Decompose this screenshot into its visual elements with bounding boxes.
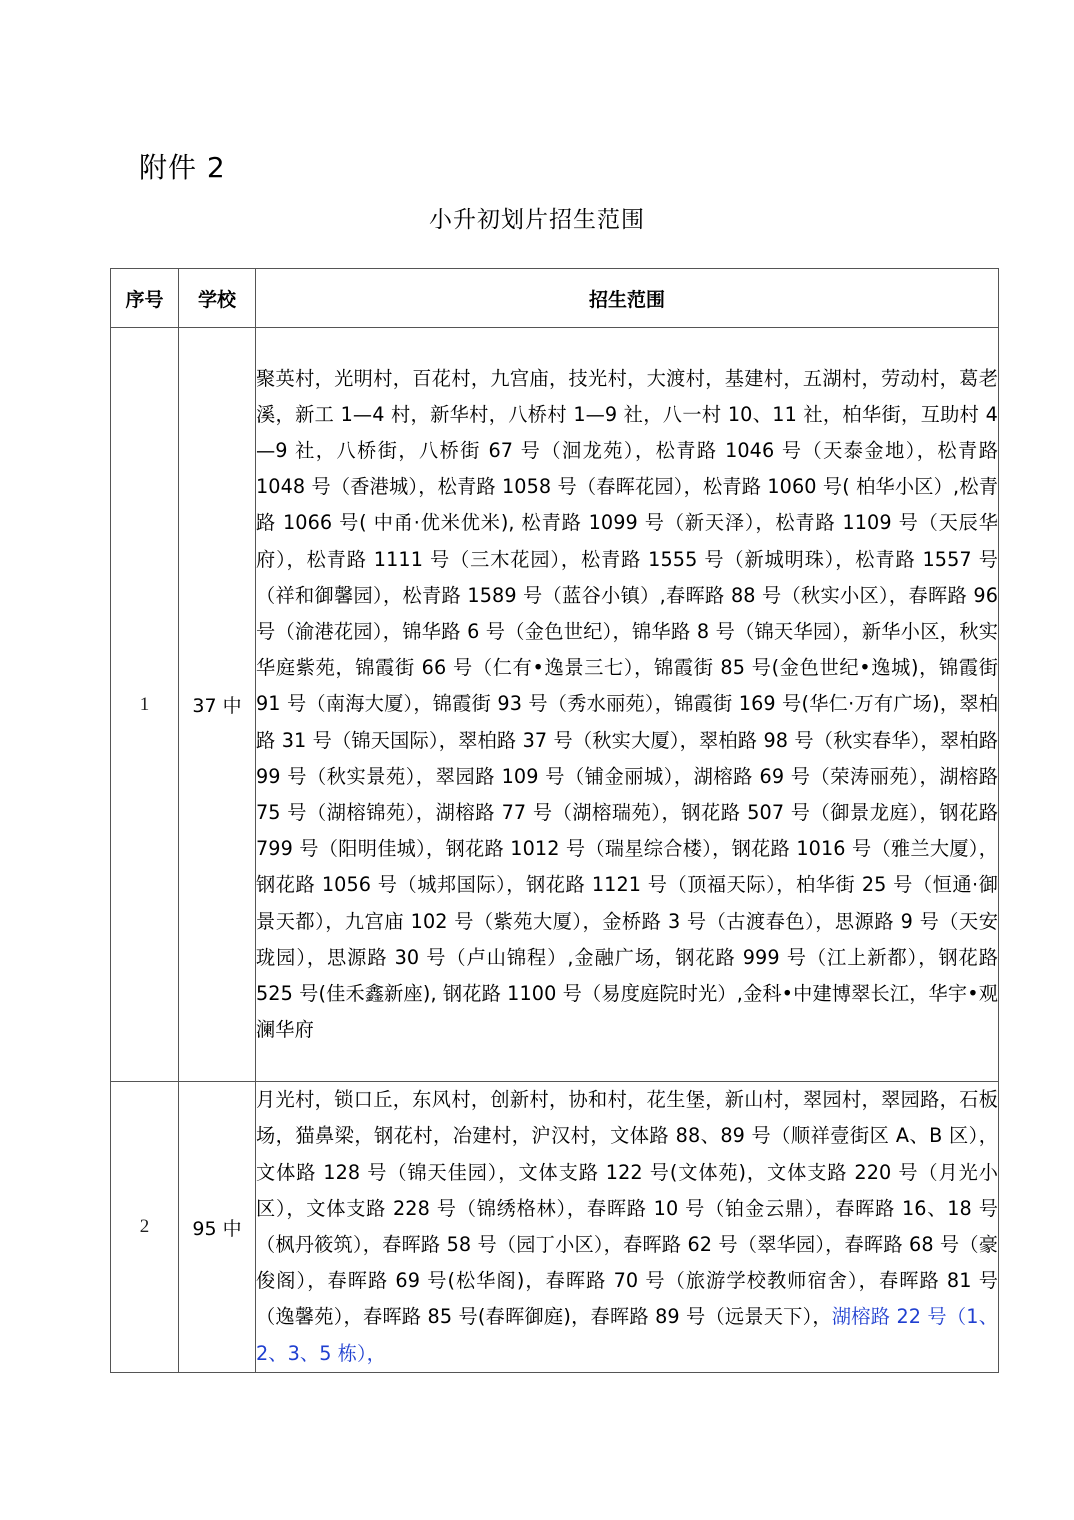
row-school: 95 中: [179, 1082, 256, 1373]
row-scope-paragraph: [256, 1082, 998, 1372]
row-index: 1: [111, 328, 179, 1082]
header-school: 学校: [179, 269, 256, 328]
row-school: 37 中: [179, 328, 256, 1082]
row-scope-text: 聚英村，光明村，百花村，九宫庙，技光村，大渡村，基建村，五湖村，劳动村，葛老溪，新工 1—4 村，新华村，八桥村 1—9 社，八一村 10、11 社，柏华街，互助村 4—9 社，八桥街，八桥街 67 号（洄龙苑），松青路 1046 号（天泰金地），松青路 1048 号（香港城），松青路 1058 号（春晖花园），松青路 1060 号( 柏华小区）,松青路 1066 号( 中甬·优米优米), 松青路 1099 号（新天泽），松青路 1109 号（天辰华府），松青路 1111 号（三木花园），松青路 1555 号（新城明珠），松青路 1557 号（祥和御馨园），松青路 1589 号（蓝谷小镇）,春晖路 88 号（秋实小区），春晖路 96 号（渝港花园），锦华路 6 号（金色世纪），锦华路 8 号（锦天华园），新华小区，秋实华庭紫苑，锦霞街 66 号（仁有•逸景三七），锦霞街 85 号(金色世纪•逸城)，锦霞街 91 号（南海大厦），锦霞街 93 号（秀水丽苑），锦霞街 169 号(华仁·万有广场)，翠柏路 31 号（锦天国际），翠柏路 37 号（秋实大厦），翠柏路 98 号（秋实春华），翠柏路 99 号（秋实景苑），翠园路 109 号（铺金丽城），湖榕路 69 号（荣涛丽苑），湖榕路 75 号（湖榕锦苑），湖榕路 77 号（湖榕瑞苑），钢花路 507 号（御景龙庭），钢花路 799 号（阳明佳城），钢花路 1012 号（瑞星综合楼），钢花路 1016 号（雅兰大厦），钢花路 1056 号（城邦国际），钢花路 1121 号（顶福天际），柏华街 25 号（恒通·御景天都），九宫庙 102 号（紫苑大厦），金桥路 3 号（古渡春色），思源路 9 号（天安珑园），思源路 30 号（卢山锦程）,金融广场，钢花路 999 号（江上新都），钢花路 525 号(佳禾鑫新座), 钢花路 1100 号（易度庭院时光）,金科•中建博翠长江，华宇•观澜华府: [256, 366, 998, 1042]
header-scope: 招生范围: [256, 269, 999, 328]
enrollment-range-table: [110, 268, 999, 1373]
table-row: [111, 328, 999, 1082]
table-header-row: [111, 269, 999, 328]
table-row: [111, 1082, 999, 1373]
document-title: 小升初划片招生范围: [429, 207, 645, 233]
row-scope-cell: [256, 328, 999, 1082]
row-scope-highlight: 湖榕路 22 号（1、2、3、5 栋），: [256, 1305, 998, 1365]
attachment-label: 附件 2: [139, 151, 226, 184]
row-scope-cell: [256, 1082, 999, 1373]
row-index: 2: [111, 1082, 179, 1373]
header-index: 序号: [111, 269, 179, 328]
row-scope-text: 月光村，锁口丘，东风村，创新村，协和村，花生堡，新山村，翠园村，翠园路，石板场，猫鼻梁，钢花村，冶建村，沪汉村，文体路 88、89 号（顺祥壹街区 A、B 区），文体路 128 号（锦天佳园），文体支路 122 号(文体苑)，文体支路 220 号（月光小区），文体支路 228 号（锦绣格林），春晖路 10 号（铂金云鼎），春晖路 16、18 号（枫丹筱筑），春晖路 58 号（园丁小区），春晖路 62 号（翠华园），春晖路 68 号（豪俊阁），春晖路 69 号(松华阁)，春晖路 70 号（旅游学校教师宿舍），春晖路 81 号（逸馨苑），春晖路 85 号(春晖御庭)，春晖路 89 号（远景天下），: [256, 1088, 998, 1329]
